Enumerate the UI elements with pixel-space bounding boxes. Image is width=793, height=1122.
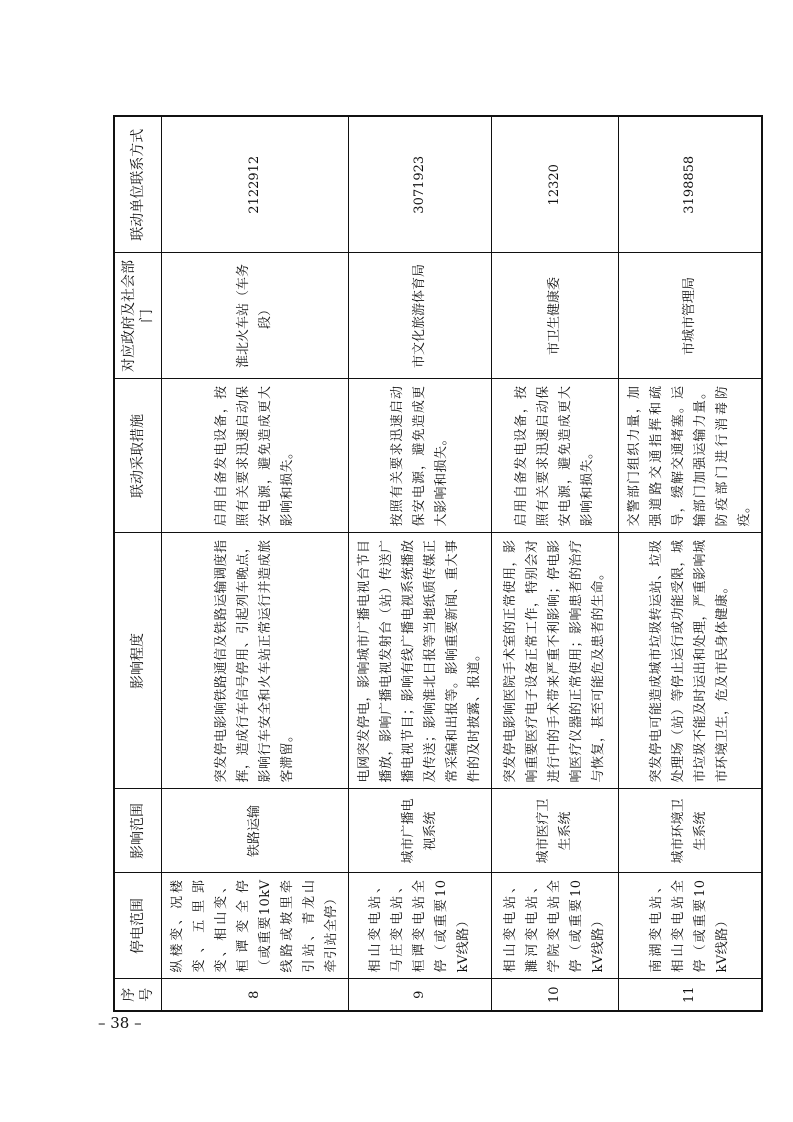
row-measures: 按照有关要求迅速启动保安电源，避免造成更大影响和损失。 bbox=[349, 379, 492, 533]
row-impact: 突发停电可能造成城市垃圾转运站、垃圾处理场（站）等停止运行或功能受限，城市垃圾不能及时运出和处理，严重影响城市环境卫生，危及市民身体健康。 bbox=[619, 533, 763, 789]
row-measures: 交警部门组织力量，加强道路交通指挥和疏导，缓解交通堵塞。运输部门加强运输力量。防疫部门进行消毒防疫。 bbox=[619, 379, 763, 533]
header-contact: 联动单位联系方式 bbox=[114, 116, 162, 253]
row-contact: 2122912 bbox=[162, 116, 349, 253]
linkage-table bbox=[113, 115, 763, 1012]
row-area: 铁路运输 bbox=[162, 789, 349, 873]
row-area: 城市广播电视系统 bbox=[349, 789, 492, 873]
table-header-row bbox=[114, 116, 162, 1011]
table-row bbox=[492, 116, 619, 1011]
header-impact: 影响程度 bbox=[114, 533, 162, 789]
row-no: 8 bbox=[162, 979, 349, 1011]
row-scope: 南湖变电站、相山变电站全停（或重要10kV线路） bbox=[619, 873, 763, 979]
row-area: 城市环境卫生系统 bbox=[619, 789, 763, 873]
row-impact: 突发停电影响铁路通信及铁路运输调度指挥，造成行车信号停用、引起列车晚点，影响行车安全和火车站正常运行并造成旅客滞留。 bbox=[162, 533, 349, 789]
header-no: 序号 bbox=[114, 979, 162, 1011]
row-measures: 启用自备发电设备，按照有关要求迅速启动保安电源，避免造成更大影响和损失。 bbox=[492, 379, 619, 533]
row-contact: 3198858 bbox=[619, 116, 763, 253]
row-impact: 电网突发停电，影响城市广播电视台节目播放，影响广播电视发射台（站）传送广播电视节目；影响有线广播电视系统播放及传送；影响淮北日报等当地纸质传媒正常采编和出报等。影响重要新闻、重大事件的及时披露、报道。 bbox=[349, 533, 492, 789]
header-scope: 停电范围 bbox=[114, 873, 162, 979]
row-measures: 启用自备发电设备，按照有关要求迅速启动保安电源，避免造成更大影响和损失。 bbox=[162, 379, 349, 533]
row-no: 9 bbox=[349, 979, 492, 1011]
row-dept: 市城市管理局 bbox=[619, 253, 763, 379]
table-row bbox=[619, 116, 763, 1011]
rotated-table-container bbox=[113, 117, 752, 1012]
row-scope: 相山变电站、濉河变电站、学院变电站全停（或重要10kV线路） bbox=[492, 873, 619, 979]
row-dept: 淮北火车站（车务段） bbox=[162, 253, 349, 379]
row-no: 10 bbox=[492, 979, 619, 1011]
table-row bbox=[349, 116, 492, 1011]
row-no: 11 bbox=[619, 979, 763, 1011]
row-contact: 3071923 bbox=[349, 116, 492, 253]
row-contact: 12320 bbox=[492, 116, 619, 253]
header-area: 影响范围 bbox=[114, 789, 162, 873]
row-dept: 市文化旅游体育局 bbox=[349, 253, 492, 379]
row-area: 城市医疗卫生系统 bbox=[492, 789, 619, 873]
row-dept: 市卫生健康委 bbox=[492, 253, 619, 379]
row-scope: 纵楼变、况楼变、五里郢变、相山变、桓谭变全停（或重要10kV线路或坡里牵引站、青龙山牵引站全停） bbox=[162, 873, 349, 979]
header-dept: 对应政府及社会部门 bbox=[114, 253, 162, 379]
page-number: – 38 – bbox=[98, 1014, 142, 1032]
table-row bbox=[162, 116, 349, 1011]
header-measures: 联动采取措施 bbox=[114, 379, 162, 533]
row-scope: 相山变电站、马庄变电站、桓谭变电站全停（或重要10kV线路） bbox=[349, 873, 492, 979]
row-impact: 突发停电影响医院手术室的正常使用，影响重要医疗电子设备正常工作，特别会对进行中的手术带来严重不利影响；停电影响医疗仪器的正常使用；影响患者的治疗与恢复，甚至可能危及患者的生命。 bbox=[492, 533, 619, 789]
